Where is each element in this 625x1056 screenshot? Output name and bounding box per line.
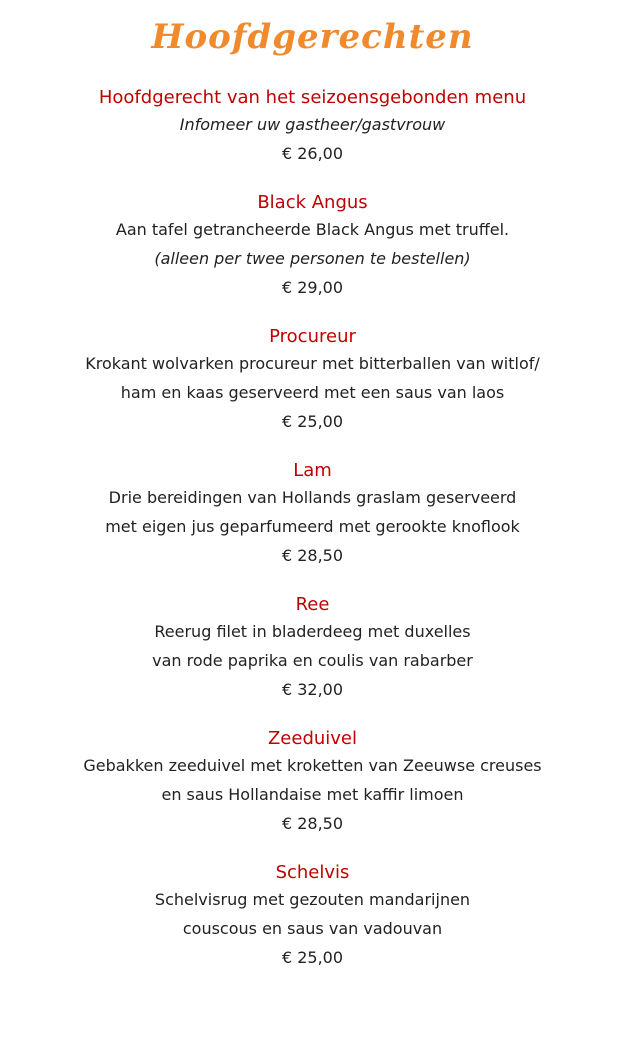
dish-description-line: ham en kaas geserveerd met een saus van laos xyxy=(120,383,505,402)
dish-description-line: Schelvisrug met gezouten mandarijnen xyxy=(154,890,471,909)
dish-price: € 29,00 xyxy=(281,278,344,297)
dish-name: Ree xyxy=(295,594,330,615)
dish-schelvis xyxy=(0,861,625,972)
dish-description-line: (alleen per twee personen te bestellen) xyxy=(154,249,471,268)
dish-name: Black Angus xyxy=(257,192,368,213)
dish-description-line: Krokant wolvarken procureur met bitterballen van witlof/ xyxy=(85,354,540,373)
dish-lam xyxy=(0,459,625,570)
dish-procureur xyxy=(0,325,625,436)
dish-price: € 26,00 xyxy=(281,144,344,163)
dish-description-line: couscous en saus van vadouvan xyxy=(182,919,443,938)
dish-seizoensmenu xyxy=(0,86,625,168)
dish-name: Lam xyxy=(293,460,332,481)
dish-name: Schelvis xyxy=(275,862,350,883)
dish-description-line: en saus Hollandaise met kaffir limoen xyxy=(161,785,464,804)
dish-price: € 32,00 xyxy=(281,680,344,699)
dish-description-line: Infomeer uw gastheer/gastvrouw xyxy=(179,115,446,134)
dish-name: Zeeduivel xyxy=(267,728,358,749)
dish-price: € 28,50 xyxy=(281,546,344,565)
dish-black-angus xyxy=(0,191,625,302)
dish-description-line: met eigen jus geparfumeerd met gerookte knoflook xyxy=(105,517,520,536)
dish-description-line: Drie bereidingen van Hollands graslam geserveerd xyxy=(108,488,517,507)
menu-title: Hoofdgerechten xyxy=(151,17,474,57)
dish-description-line: Gebakken zeeduivel met kroketten van Zeeuwse creuses xyxy=(83,756,542,775)
dish-name: Hoofdgerecht van het seizoensgebonden menu xyxy=(98,87,527,108)
dish-description-line: van rode paprika en coulis van rabarber xyxy=(152,651,473,670)
dish-description-line: Reerug filet in bladerdeeg met duxelles xyxy=(154,622,471,641)
dish-price: € 25,00 xyxy=(281,948,344,967)
dish-name: Procureur xyxy=(269,326,356,347)
dish-price: € 25,00 xyxy=(281,412,344,431)
dish-description-line: Aan tafel getrancheerde Black Angus met truffel. xyxy=(115,220,510,239)
dish-ree xyxy=(0,593,625,704)
dish-zeeduivel xyxy=(0,727,625,838)
dish-price: € 28,50 xyxy=(281,814,344,833)
